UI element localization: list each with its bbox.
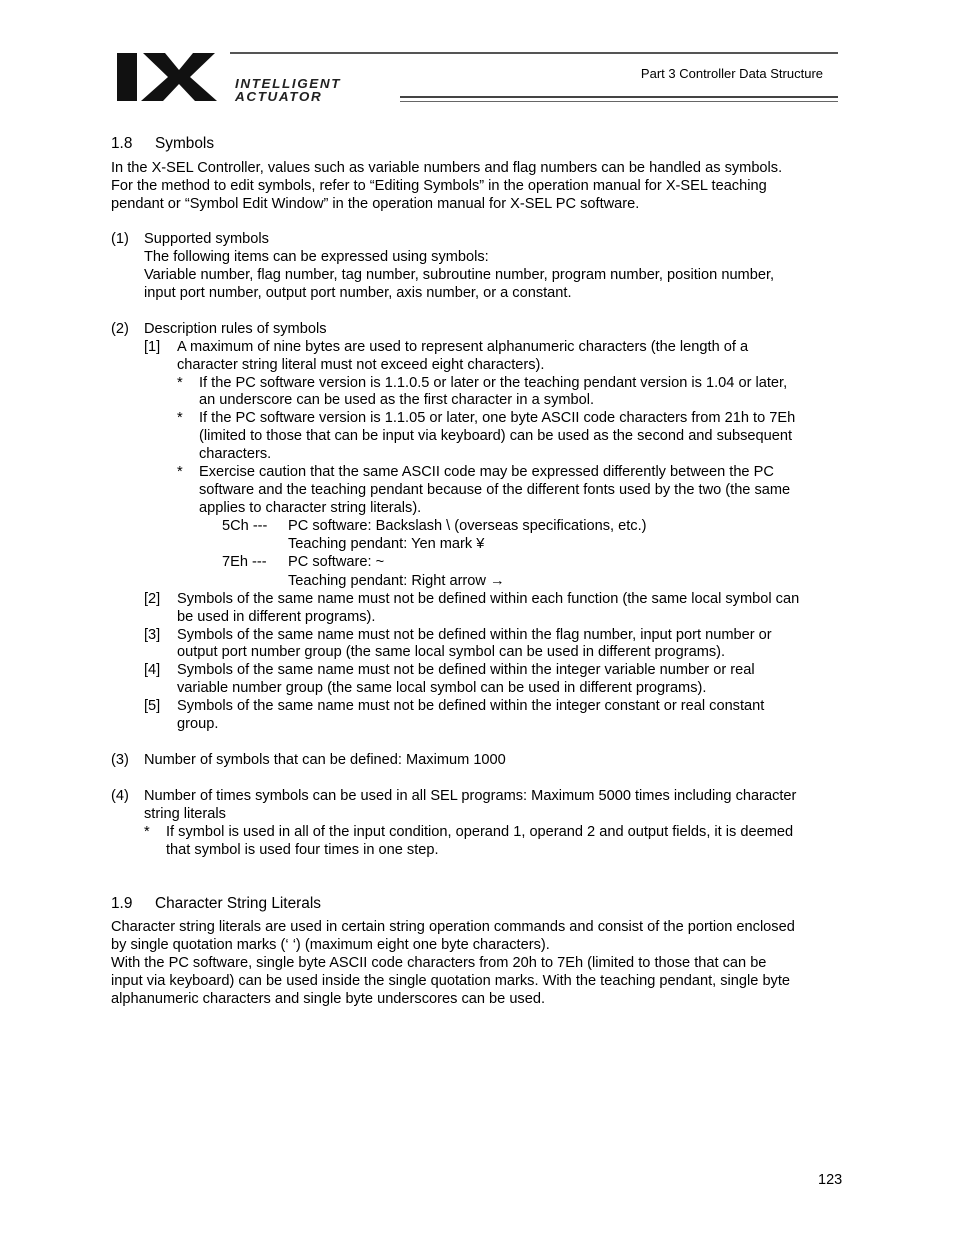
list-title: Supported symbols	[144, 231, 269, 247]
brand-line-1: INTELLIGENT	[235, 76, 342, 91]
paragraph-line: alphanumeric characters and single byte underscores can be used.	[111, 991, 546, 1007]
paragraph-line: With the PC software, single byte ASCII code characters from 20h to 7Eh (limited to those that can be	[111, 955, 767, 971]
note-bullet: *	[177, 410, 183, 426]
note-line: applies to character string literals).	[199, 500, 422, 516]
rule-number: [5]	[144, 698, 161, 714]
rule-number: [1]	[144, 339, 161, 355]
rule-number: [3]	[144, 627, 161, 643]
paragraph-line: input via keyboard) can be used inside the single quotation marks. With the teaching pendant, single byte	[111, 973, 791, 989]
rule-line: Symbols of the same name must not be defined within each function (the same local symbol can	[177, 591, 800, 607]
header-rule-bottom-thin	[400, 101, 838, 102]
note-line: If the PC software version is 1.1.0.5 or later or the teaching pendant version is 1.04 or later,	[199, 375, 788, 391]
rule-line: character string literal must not exceed eight characters).	[177, 357, 545, 373]
list-number: (1)	[111, 231, 129, 247]
list-title: Description rules of symbols	[144, 321, 327, 337]
list-number: (3)	[111, 752, 129, 768]
list-number: (4)	[111, 788, 129, 804]
list-number: (2)	[111, 321, 129, 337]
paragraph-line: pendant or “Symbol Edit Window” in the operation manual for X-SEL PC software.	[111, 196, 640, 212]
rule-line: variable number group (the same local symbol can be used in different programs).	[177, 680, 707, 696]
rule-line: Symbols of the same name must not be defined within the flag number, input port number or	[177, 627, 772, 643]
header-rule-top	[230, 52, 838, 54]
page-number: 123	[818, 1172, 843, 1188]
note-line: (limited to those that can be input via keyboard) can be used as the second and subsequent	[199, 428, 793, 444]
note-line: Exercise caution that the same ASCII code may be expressed differently between the PC	[199, 464, 774, 480]
paragraph-line: by single quotation marks (‘ ‘) (maximum eight one byte characters).	[111, 937, 550, 953]
header-rule-bottom	[400, 96, 838, 98]
code-description: Teaching pendant: Right arrow →	[288, 573, 505, 589]
list-line: Variable number, flag number, tag number, subroutine number, program number, position number,	[144, 267, 775, 283]
note-bullet: *	[144, 824, 150, 840]
code-description: PC software: Backslash \ (overseas specifications, etc.)	[288, 518, 647, 534]
note-line: characters.	[199, 446, 272, 462]
code-description: PC software: ~	[288, 554, 385, 570]
brand-wordmark	[235, 78, 400, 103]
rule-line: group.	[177, 716, 219, 732]
list-line: string literals	[144, 806, 226, 822]
list-line: input port number, output port number, axis number, or a constant.	[144, 285, 572, 301]
list-line: The following items can be expressed using symbols:	[144, 249, 489, 265]
note-line: software and the teaching pendant because of the different fonts used by the two (the same	[199, 482, 791, 498]
note-bullet: *	[177, 375, 183, 391]
note-line: If symbol is used in all of the input condition, operand 1, operand 2 and output fields, it is deemed	[166, 824, 794, 840]
ascii-code: 7Eh ---	[222, 554, 267, 570]
list-line: Number of symbols that can be defined: Maximum 1000	[144, 752, 506, 768]
ascii-code: 5Ch ---	[222, 518, 268, 534]
rule-line: output port number group (the same local symbol can be used in different programs).	[177, 644, 726, 660]
ix-logo-icon	[115, 52, 227, 102]
heading-title: Character String Literals	[155, 895, 321, 912]
heading-number: 1.8	[111, 135, 133, 152]
paragraph-line: Character string literals are used in certain string operation commands and consist of the portion enclosed	[111, 919, 795, 935]
note-line: an underscore can be used as the first character in a symbol.	[199, 392, 595, 408]
rule-line: Symbols of the same name must not be defined within the integer constant or real constant	[177, 698, 765, 714]
brand-line-2: ACTUATOR	[235, 88, 323, 104]
note-bullet: *	[177, 464, 183, 480]
heading-title: Symbols	[155, 135, 215, 152]
rule-number: [4]	[144, 662, 161, 678]
rule-line: A maximum of nine bytes are used to represent alphanumeric characters (the length of a	[177, 339, 749, 355]
code-description: Teaching pendant: Yen mark ¥	[288, 536, 485, 552]
paragraph-line: For the method to edit symbols, refer to “Editing Symbols” in the operation manual for X-SEL teaching	[111, 178, 767, 194]
list-line: Number of times symbols can be used in all SEL programs: Maximum 5000 times including character	[144, 788, 797, 804]
paragraph-line: In the X-SEL Controller, values such as variable numbers and flag numbers can be handled as symbols.	[111, 160, 783, 176]
note-line: If the PC software version is 1.1.05 or later, one byte ASCII code characters from 21h to 7Eh	[199, 410, 796, 426]
rule-line: Symbols of the same name must not be defined within the integer variable number or real	[177, 662, 755, 678]
heading-number: 1.9	[111, 895, 133, 912]
note-line: that symbol is used four times in one step.	[166, 842, 439, 858]
rule-line: be used in different programs).	[177, 609, 376, 625]
rule-number: [2]	[144, 591, 161, 607]
section-header-title: Part 3 Controller Data Structure	[640, 66, 823, 81]
